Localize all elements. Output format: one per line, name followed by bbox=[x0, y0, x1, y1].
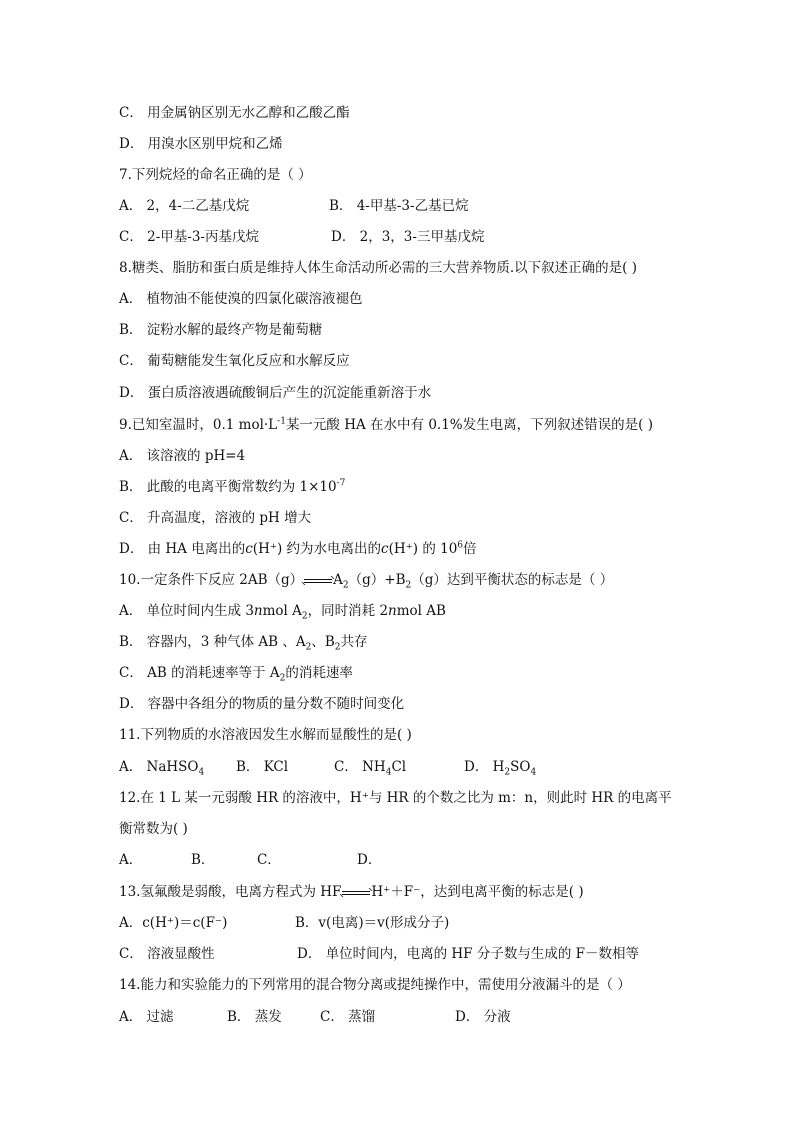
q12-option-b: B． bbox=[191, 852, 215, 868]
q11-option-a: A． NaHSO$_4$ bbox=[119, 759, 205, 778]
q14-option-d: D． 分液 bbox=[455, 1009, 511, 1025]
q8-option-a: A． 植物油不能使溴的四氯化碳溶液褪色 bbox=[119, 291, 363, 307]
q11-option-b: B． KCl bbox=[236, 759, 289, 775]
equilibrium-arrow-icon bbox=[342, 889, 370, 897]
q8-option-c: C． 葡萄糖能发生氧化反应和水解反应 bbox=[119, 353, 350, 369]
q9-option-c: C． 升高温度，溶液的 pH 增大 bbox=[119, 510, 312, 526]
q9-stem: 9.已知室温时，0.1 $mol\cdot L^{-1}$某一元酸 HA 在水中有 0.1%发生电离，下列叙述错误的是( ) bbox=[119, 416, 653, 433]
q10-option-a: A． 单位时间内生成 3nmol $A_2$，同时消耗 2nmol AB bbox=[119, 603, 446, 622]
q11-options bbox=[119, 758, 537, 778]
q7-option-a: A． 2，4-二乙基戊烷 bbox=[119, 198, 250, 214]
q13-option-d: D． 单位时间内，电离的 HF 分子数与生成的 F－数相等 bbox=[297, 946, 639, 962]
q8-stem: 8.糖类、脂肪和蛋白质是维持人体生命活动所必需的三大营养物质.以下叙述正确的是( ) bbox=[119, 260, 637, 276]
q14-stem: 14.能力和实验能力的下列常用的混合物分离或提纯操作中，需使用分液漏斗的是（ ） bbox=[119, 977, 631, 993]
q12-stem: 12.在 1 L 某一元弱酸 HR 的溶液中，H⁺与 HR 的个数之比为 m：n，则此时 HR 的电离平 bbox=[119, 790, 672, 806]
q7-option-b: B． 4-甲基-3-乙基已烷 bbox=[329, 198, 469, 214]
q14-option-c: C． 蒸馏 bbox=[320, 1009, 376, 1025]
q10-option-b: B． 容器内，3 种气体 AB 、$A_2$、$B_2$共存 bbox=[119, 634, 368, 653]
q14-options bbox=[119, 1008, 511, 1026]
q11-option-c: C． $NH_4Cl$ bbox=[334, 759, 407, 778]
q12-option-d: D． bbox=[357, 852, 382, 868]
q10-option-c: C． AB 的消耗速率等于 $A_2$的消耗速率 bbox=[119, 665, 353, 684]
q14-option-a: A． 过滤 bbox=[119, 1009, 174, 1025]
q7-option-c: C． 2-甲基-3-丙基戊烷 bbox=[119, 229, 259, 245]
q8-option-b: B． 淀粉水解的最终产物是葡萄糖 bbox=[119, 322, 323, 338]
q13-options-ab bbox=[119, 914, 450, 932]
q12-stem-cont: 衡常数为( ) bbox=[119, 821, 188, 837]
q11-option-d: D． $H_2SO_4$ bbox=[464, 759, 537, 778]
q6-option-d: D． 用溴水区别甲烷和乙烯 bbox=[119, 136, 283, 152]
q7-option-d: D． 2，3，3-三甲基戊烷 bbox=[331, 229, 485, 245]
q7-options-ab bbox=[119, 197, 469, 215]
q8-option-d: D． 蛋白质溶液遇硫酸铜后产生的沉淀能重新溶于水 bbox=[119, 385, 432, 401]
q9-option-d: D． 由 HA 电离出的c(H⁺) 约为水电离出的c(H⁺) 的 $10^6$倍 bbox=[119, 540, 477, 557]
q14-option-b: B． 蒸发 bbox=[227, 1009, 282, 1025]
q12-option-a: A． bbox=[119, 852, 143, 868]
q12-option-c: C． bbox=[257, 852, 281, 868]
q9-option-a: A． 该溶液的 pH=4 bbox=[119, 448, 246, 464]
q7-options-cd bbox=[119, 228, 485, 246]
q13-stem: 13.氢氟酸是弱酸，电离方程式为 HF H⁺＋F⁻，达到电离平衡的标志是( ) bbox=[119, 884, 584, 900]
q10-stem: 10.一定条件下反应 2AB（g） $A_2(g)+B_2(g)$达到平衡状态的标志是（ ） bbox=[119, 572, 614, 591]
q11-stem: 11.下列物质的水溶液因发生水解而显酸性的是( ) bbox=[119, 727, 412, 743]
q7-stem: 7.下列烷烃的命名正确的是（ ） bbox=[119, 167, 312, 183]
q9-option-b: B． 此酸的电离平衡常数约为 $1\times 10^{-7}$ bbox=[119, 478, 346, 495]
q10-option-d: D． 容器中各组分的物质的量分数不随时间变化 bbox=[119, 696, 405, 712]
q6-option-c: C． 用金属钠区别无水乙醇和乙酸乙酯 bbox=[119, 105, 350, 121]
q13-options-cd bbox=[119, 945, 639, 963]
q13-option-b: B．v(电离)＝v(形成分子) bbox=[295, 915, 450, 931]
q12-options bbox=[119, 851, 382, 869]
q13-option-a: A．c(H⁺)＝c(F⁻) bbox=[119, 915, 228, 931]
q13-option-c: C． 溶液显酸性 bbox=[119, 946, 215, 962]
equilibrium-arrow-icon bbox=[304, 577, 332, 585]
